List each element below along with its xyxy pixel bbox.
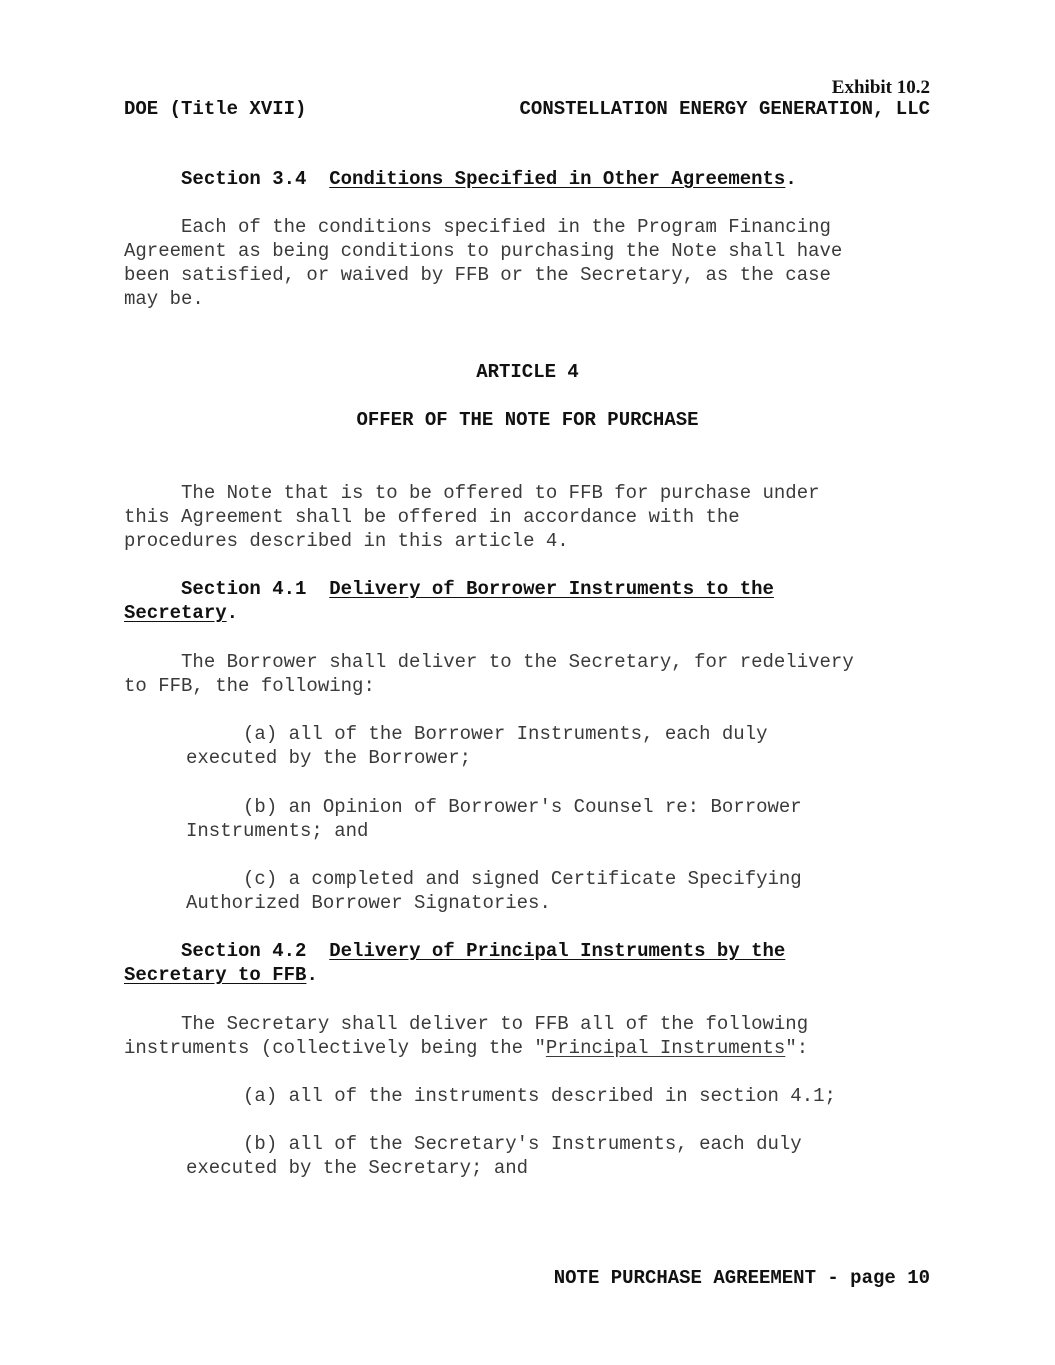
paragraph-line: procedures described in this article 4.	[124, 530, 569, 552]
paragraph-line: The Borrower shall deliver to the Secretary, for redelivery	[124, 651, 854, 673]
exhibit-label: Exhibit 10.2	[831, 77, 930, 98]
section-label: Section 3.4	[181, 168, 307, 190]
list-item-b: (b) an Opinion of Borrower's Counsel re: Borrower Instruments; and	[186, 796, 802, 842]
paragraph-line: may be.	[124, 288, 204, 310]
list-item-a: (a) all of the Borrower Instruments, each duly executed by the Borrower;	[186, 723, 768, 769]
paragraph-line: The Secretary shall deliver to FFB all of the following	[124, 1013, 809, 1035]
list-item-c: (c) a completed and signed Certificate Specifying Authorized Borrower Signatories.	[186, 868, 802, 914]
section-4-1-heading: Section 4.1 Delivery of Borrower Instruments to the Secretary.	[124, 578, 774, 624]
section-4-2-body: The Secretary shall deliver to FFB all of the following instruments (collectively being the "Principal Instruments":	[124, 1012, 944, 1060]
article-title: OFFER OF THE NOTE FOR PURCHASE	[356, 409, 699, 431]
section-title: Conditions Specified in Other Agreements	[329, 168, 786, 190]
section-3-4-heading: Section 3.4 Conditions Specified in Other Agreements.	[181, 168, 797, 190]
paragraph-line: to FFB, the following:	[124, 675, 375, 697]
list-item-a: (a) all of the instruments described in section 4.1;	[186, 1085, 836, 1107]
section-title-line1: Delivery of Borrower Instruments to the	[329, 578, 774, 600]
section-4-1-body	[124, 650, 944, 698]
section-label: Section 4.2	[181, 940, 307, 962]
section-title-line2: Secretary to FFB	[124, 964, 307, 986]
section-3-4-body	[124, 215, 944, 311]
article-intro	[124, 481, 944, 553]
paragraph-line: been satisfied, or waived by FFB or the Secretary, as the case	[124, 264, 831, 286]
page-footer: NOTE PURCHASE AGREEMENT - page 10	[553, 1267, 930, 1289]
section-4-2-heading: Section 4.2 Delivery of Principal Instruments by the Secretary to FFB.	[124, 940, 786, 986]
header-left: DOE (Title XVII)	[124, 98, 307, 120]
paragraph-line: Each of the conditions specified in the Program Financing	[124, 216, 831, 238]
defined-term: Principal Instruments	[545, 1037, 786, 1059]
section-title-line2: Secretary	[124, 602, 227, 624]
list-item-b: (b) all of the Secretary's Instruments, each duly executed by the Secretary; and	[186, 1133, 802, 1179]
article-number: ARTICLE 4	[476, 361, 579, 383]
header-right: CONSTELLATION ENERGY GENERATION, LLC	[519, 98, 930, 120]
section-title-line1: Delivery of Principal Instruments by the	[329, 940, 786, 962]
paragraph-line: The Note that is to be offered to FFB for purchase under	[124, 482, 820, 504]
section-label: Section 4.1	[181, 578, 307, 600]
paragraph-line: Agreement as being conditions to purchasing the Note shall have	[124, 240, 843, 262]
paragraph-line: this Agreement shall be offered in accordance with the	[124, 506, 740, 528]
